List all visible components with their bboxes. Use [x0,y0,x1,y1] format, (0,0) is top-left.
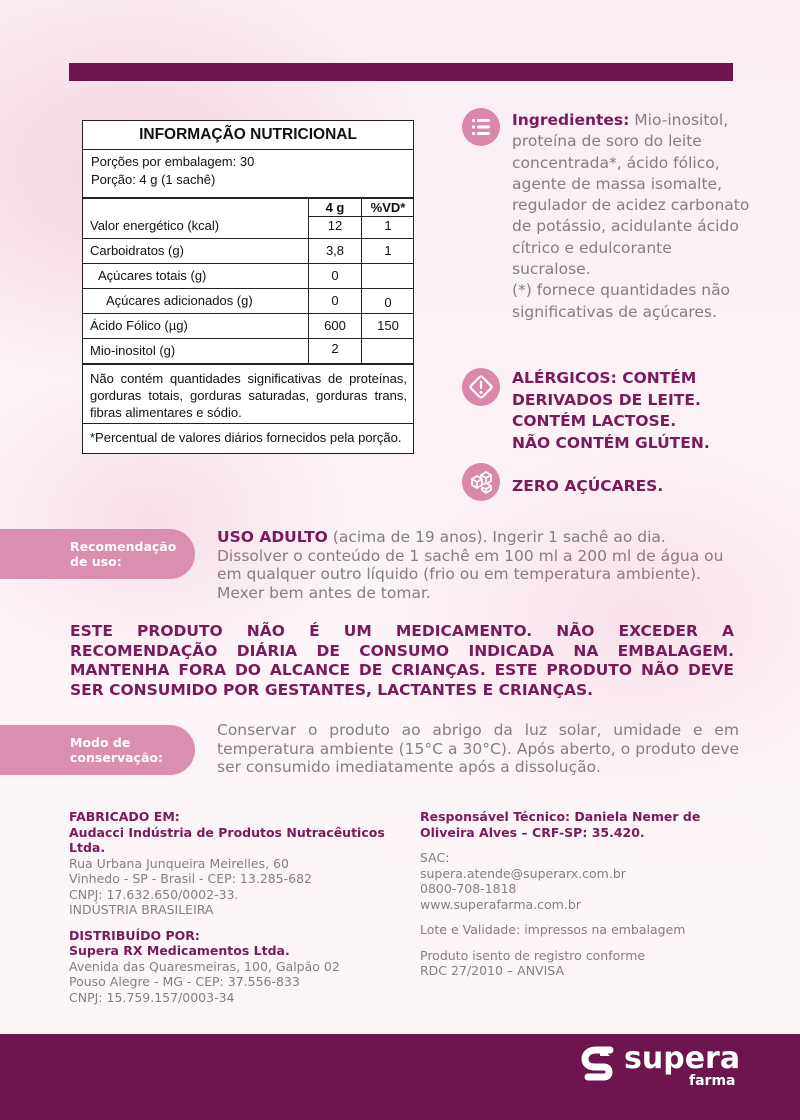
pill-label: de uso: [70,554,122,569]
allergen-line: ALÉRGICOS: CONTÉM [512,369,697,387]
row-label: Valor energético (kcal) [90,218,220,233]
registration-exempt: Produto isento de registro conforme [420,947,646,963]
nutrition-notes: Não contém quantidades significativas de proteínas, gorduras totais, gorduras saturadas, gorduras trans, fibras alimentares e sódio. [90,371,407,420]
ingredients-label: Ingredientes: [512,111,630,129]
brand-sub: farma [689,1073,736,1089]
ingredients-text [512,110,752,323]
sugar-cubes-icon [462,463,500,501]
manufacturer-info [69,809,399,1005]
row-vd: 1 [384,218,392,233]
brand-name: supera [624,1041,741,1076]
supera-logo-icon [580,1044,620,1088]
responsible-technician: Oliveira Alves – CRF-SP: 35.420. [420,824,645,840]
recommendation-text [217,528,739,602]
table-divider [83,363,413,365]
distributor-heading: DISTRIBUÍDO POR: [69,927,200,943]
allergen-warning [512,368,710,454]
manufacturer-cnpj: CNPJ: 17.632.650/0002-33. [69,886,239,902]
manufacturer-heading: FABRICADO EM: [69,809,180,824]
warning-icon [462,368,500,406]
table-column-divider [308,198,309,364]
recommendation-body: (acima de 19 anos). Ingerir 1 sachê ao dia. Dissolver o conteúdo de 1 sachê em 100 ml a 200 ml de água ou em qualquer outro líquido (frio ou em temperatura ambiente). Mexer bem antes de tomar. [217,528,724,602]
pill-label: Modo de [70,735,131,750]
servings-per-package: Porções por embalagem: 30 [91,154,255,169]
row-amount: 0 [331,268,339,283]
warning-text: ESTE PRODUTO NÃO É UM MEDICAMENTO. NÃO EXCEDER A RECOMENDAÇÃO DIÁRIA DE CONSUMO INDICADA NA EMBALAGEM. MANTENHA FORA DO ALCANCE DE CRIANÇAS. ESTE PRODUTO NÃO DEVE SER CONSUMIDO POR GESTANTES, LACTANTES E CRIANÇAS. [70,622,734,699]
row-vd: 0 [384,295,392,310]
conservation-text: Conservar o produto ao abrigo da luz solar, umidade e em temperatura ambiente (15°C a 30°C). Após aberto, o produto deve ser consumido imediatamente após a dissolução. [217,721,739,776]
row-amount: 0 [331,293,339,308]
nutrition-title: INFORMAÇÃO NUTRICIONAL [83,121,413,150]
manufacturer-name: Ltda. [69,840,106,855]
contact-info [420,809,750,979]
table-column-divider [361,198,362,364]
sac-label: SAC: [420,850,450,865]
nutrition-footnote: *Percentual de valores diários fornecidos pela porção. [90,430,402,445]
pill-label: conservação: [70,750,163,765]
row-label: Carboidratos (g) [90,243,184,258]
top-bar [69,63,733,81]
row-amount: 12 [327,218,343,233]
manufacturer-address: Rua Urbana Junqueira Meirelles, 60 [69,855,289,871]
responsible-technician: Responsável Técnico: Daniela Nemer de [420,809,701,824]
sac-email: supera.atende@superarx.com.br [420,865,626,881]
column-header-vd: %VD* [370,200,406,215]
registration-exempt: RDC 27/2010 – ANVISA [420,963,564,978]
manufacturer-name: Audacci Indústria de Produtos Nutracêuticos [69,824,385,840]
distributor-cnpj: CNPJ: 15.759.157/0003-34 [69,989,235,1005]
row-amount: 2 [331,341,339,356]
lot-validity: Lote e Validade: impressos na embalagem [420,922,686,937]
allergen-line: DERIVADOS DE LEITE. [512,390,701,409]
row-label: Ácido Fólico (µg) [90,318,188,333]
row-label: Açúcares adicionados (g) [106,293,253,308]
allergen-line: NÃO CONTÉM GLÚTEN. [512,433,710,452]
row-label: Açúcares totais (g) [98,268,207,283]
ingredients-list: Mio-inositol, proteína de soro do leite concentrada*, ácido fólico, agente de massa isomalte, regulador de acidez carbonato de potássio, acidulante ácido cítrico e edulcorante sucralose. [512,111,750,279]
row-amount: 3,8 [325,243,345,258]
pill-label: Recomendação [70,539,177,554]
column-header-amount: 4 g [325,200,345,215]
supera-logo [580,1040,740,1100]
recommendation-pill [0,529,195,579]
distributor-name: Supera RX Medicamentos Ltda. [69,943,290,958]
table-divider [83,423,413,424]
sac-phone: 0800-708-1818 [420,881,517,896]
zero-sugar-label: ZERO AÇÚCARES. [512,477,664,495]
row-vd: 150 [377,318,399,333]
row-vd: 1 [384,243,392,258]
portion-size: Porção: 4 g (1 sachê) [91,172,216,187]
manufacturer-origin: INDÚSTRIA BRASILEIRA [69,902,214,917]
distributor-address: Avenida das Quaresmeiras, 100, Galpão 02 [69,958,340,974]
sac-website: www.superafarma.com.br [420,896,581,912]
manufacturer-address: Vinhedo - SP - Brasil - CEP: 13.285-682 [69,871,312,886]
adult-use-label: USO ADULTO [217,528,328,546]
nutrition-table [82,120,414,454]
row-amount: 600 [324,318,346,333]
row-label: Mio-inositol (g) [90,343,176,358]
list-icon [462,108,500,146]
distributor-address: Pouso Alegre - MG - CEP: 37.556-833 [69,974,300,989]
conservation-pill [0,725,195,775]
allergen-line: CONTÉM LACTOSE. [512,412,677,430]
ingredients-note: (*) fornece quantidades não significativas de açúcares. [512,281,731,321]
